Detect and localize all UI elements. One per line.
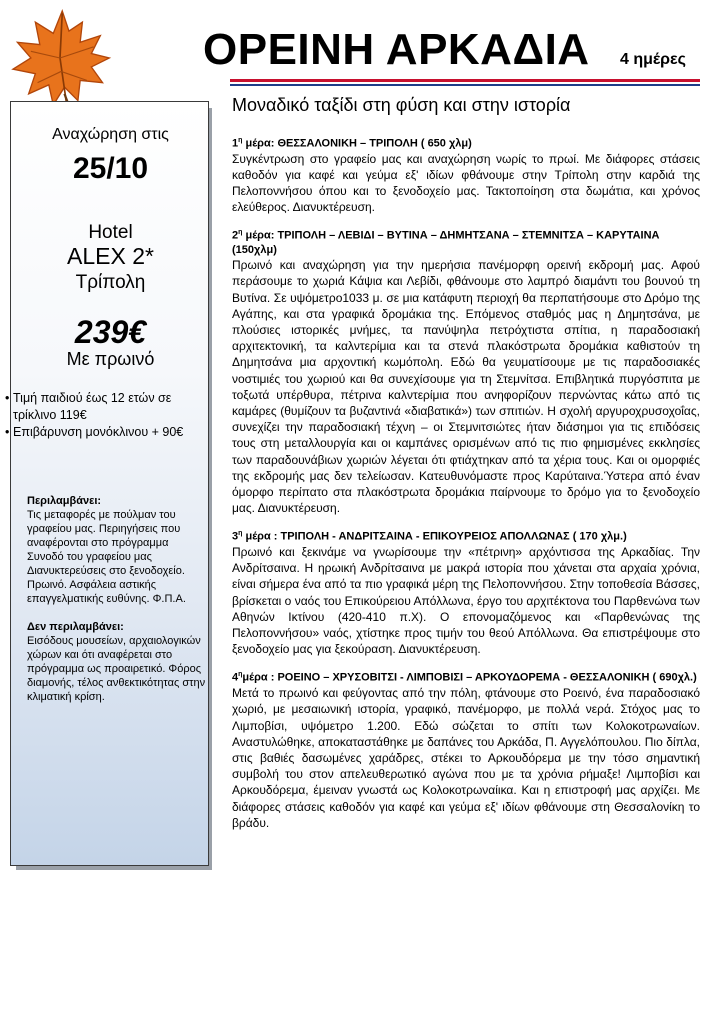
day-heading: $1^\eta$ μέρα: ΘΕΣΣΑΛΟΝΙΚΗ – ΤΡΙΠΟΛΗ ( 650 χλμ) [232, 137, 472, 150]
day-heading: $2^\eta$ μέρα: ΤΡΙΠΟΛΗ – ΛΕΒΙΔΙ – ΒΥΤΙΝΑ – ΔΗΜΗΤΣΑΝΑ – ΣΤΕΜΝΙΤΣΑ – ΚΑΡΥΤΑΙΝΑ (150χλμ) [232, 229, 660, 257]
price-notes-list [5, 390, 217, 441]
title-underline-red [230, 79, 700, 82]
hotel-name: ALEX 2* [67, 243, 154, 269]
day-1 [232, 134, 700, 215]
day-heading: $3^\eta$ μέρα : ΤΡΙΠΟΛΗ - ΑΝΔΡΙΤΣΑΙΝΑ - ΕΠΙΚΟΥΡΕΙΟΣ ΑΠΟΛΛΩΝΑΣ ( 170 χλμ.) [232, 530, 627, 544]
includes-title: Περιλαμβάνει: [27, 495, 102, 507]
includes-text: Τις μεταφορές με πούλμαν του γραφείου μας. Περιηγήσεις που αναφέρονται στο πρόγραμμα Συνοδό του γραφείου μας Διανυκτερεύσεις στο ξενοδοχείο. Πρωινό. Ασφάλεια αστικής επαγγελματικής ευθύνης. Φ.Π.Α. [27, 509, 186, 605]
departure-date: 25/10 [72, 152, 149, 185]
price-note: Με πρωινό [66, 349, 155, 369]
excludes-text: Εισόδους μουσείων, αρχαιολογικών χώρων και ότι αναφέρεται στο πρόγραμμα ως προαιρετικό. Φόρος διαμονής, τέλος ανθεκτικότητας στην κλιματική κρίση. [27, 635, 206, 703]
subtitle: Μοναδικό ταξίδι στη φύση και στην ιστορία [232, 95, 571, 115]
info-sidebar [10, 101, 209, 866]
day-description: Πρωινό και ξεκινάμε να γνωρίσουμε την «πέτρινη» αρχόντισσα της Αρκαδίας. Την Ανδρίτσαινα. Η ηρωική Ανδρίτσαινα με μακρά ιστορία που χάνεται στα αρχαία χρόνια, είναι σήμερα ένα από τα πιο γραφικά μέρη της Πελοποννήσου. Στην τοποθεσία Βάσσες, βρίσκεται ο ναός του Επικούρειου Απόλλωνα, έργο του αρχιτέκτονα του Παρθενώνα των Αθηνών Ικτίνου (420-410 π.Χ). Ο επονομαζόμενος και «Παρθενώνας της Πελοποννήσου» ναός, χτίστηκε προς τιμήν του θεού Απόλλωνα. Θα επιστρέψουμε στο ξενοδοχείο μας για ξεκούραση. Διανυκτέρευση. [232, 545, 700, 657]
itinerary [232, 93, 700, 842]
day-description: Μετά το πρωινό και φεύγοντας από την πόλη, φτάνουμε στο Ροεινό, ένα παραδοσιακό χωριό, με μεσαιωνική ιστορία, γραφικό, πανέμορφο, με πολλά νερά. Στόχος μας το Λιμποβίσι, υψόμετρο 1.200. Εδώ σώζεται το σπίτι των Κολοκοτρωναίων. Αναστυλώθηκε, αποκαταστάθηκε με δαπάνες του Αρκάδα, Π. Αγγελόπουλου. Πιο δίπλα, στις βαθιές δασωμένες χαράδρες, στέκει το Αρκουδόρεμα με την τόσο σημαντική συμβολή του στον απελευθερωτικό αγώνα που με τα χρόνια ρήμαξε! Λιμποβίσι και Αρκουδόρεμα, έμειναν γνωστά ως Κολοκοτρωναίικα. Και η επιστροφή μας αρχίζει. Με διάφορες στάσεις καθοδόν για καφέ και γεύμα εξ' ιδίων φθάνουμε στη Θεσσαλονίκη το βράδυ. [232, 686, 700, 830]
excludes-title: Δεν περιλαμβάνει: [27, 621, 124, 633]
page-title: ΟΡΕΙΝΗ ΑΡΚΑΔΙΑ [203, 25, 590, 74]
title-underline-blue [230, 84, 700, 86]
price: 239€ [74, 314, 147, 350]
list-item: • Επιβάρυνση μονόκλινου + 90€ [5, 424, 217, 441]
day-3 [232, 527, 700, 657]
inclusions-block [27, 494, 207, 704]
hotel-city: Τρίπολη [75, 272, 146, 293]
day-2 [232, 226, 700, 516]
trip-duration: 4 ημέρες [620, 51, 686, 68]
day-4 [232, 668, 700, 830]
list-item: • Τιμή παιδιού έως 12 ετών σε τρίκλινο 119€ [5, 390, 217, 424]
day-description: Συγκέντρωση στο γραφείο μας και αναχώρηση νωρίς το πρωί. Με διάφορες στάσεις καθοδόν για καφέ και γεύμα εξ' ιδίων φθάνουμε στην Τρίπολη στην καρδιά της Πελοποννήσου όπου και το ξενοδοχείο μας. Τακτοποίηση στα δωμάτια, και χρόνος ελεύθερος. Διανυκτέρευση. [232, 151, 700, 215]
departure-label: Αναχώρηση στις [52, 126, 169, 143]
day-description: Πρωινό και αναχώρηση για την ημερήσια πανέμορφη ορεινή εκδρομή μας. Αφού περάσουμε το χωριά Κάψια και Λεβίδι, φθάνουμε στο λαμπρό διαμάντι του βουνού τη Βυτίνα. Σε υψόμετρο1033 μ. σε μια κατάφυτη περιοχή θα περπατήσουμε στο Δρόμο της Αγάπης, και στα γραφικά δρομάκια της. Επόμενος σταθμός μας η Δημητσάνα, με πλούσιες ιστορικές μνήμες, τα πανύψηλα πετρόχτιστα σπίτια, η παραδοσιακή αρχιτεκτονική, τα καλντερίμια και τα στενά πλακόστρωτα δρομάκια καθιστούν τη Δημητσάνα μια αρχοντική κωμόπολη. Εδώ θα γευματίσουμε με τις παραδοσιακές νοστιμιές του χωριού και θα συνεχίσουμε για τη Στεμνίτσα. Επιβλητικά πυργόσπιτα με τοξωτά υπέρθυρα, πέτρινα καλντερίμια που ανηφορίζουν περνώντας κάτω από τις καμάρες (θυμίζουν τα βυζαντινά «διαβατικά») των σπιτιών. Η σχολή αργυροχρυσοχοΐας, συνεχίζει την παραδοσιακή τέχνη – οι Στεμνιτσιώτες ήταν διάσημοι για τις επιδόσεις τους στη μεταλλουργία και οι καμπάνες ορισμένων από τις πιο φημισμένες εκκλησίες των παραδουνάβιων χωριών λέγεται ότι φτιάχτηκαν από τα χέρια τους. Και οι ομορφιές της εκδρομής μας δεν τελείωσαν. Κατευθυνόμαστε προς Καρύταινα.Ύστερα από έναν όμορφο περίπατο στα πλακόστρωτα δρομάκια παίρνουμε το δρόμο για το ξενοδοχείο μας. Διανυκτέρευση. [232, 258, 700, 516]
autumn-leaf-icon [4, 2, 116, 114]
hotel-label: Hotel [88, 222, 133, 243]
day-heading: $4^\eta\mu έ\rho\alpha$ : ΡΟΕΙΝΟ – ΧΡΥΣΟΒΙΤΣΙ - ΛΙΜΠΟΒΙΣΙ – ΑΡΚΟΥΔΟΡΕΜΑ - ΘΕΣΣΑΛΟΝΙΚΗ ( 690χλ.) [232, 671, 697, 685]
